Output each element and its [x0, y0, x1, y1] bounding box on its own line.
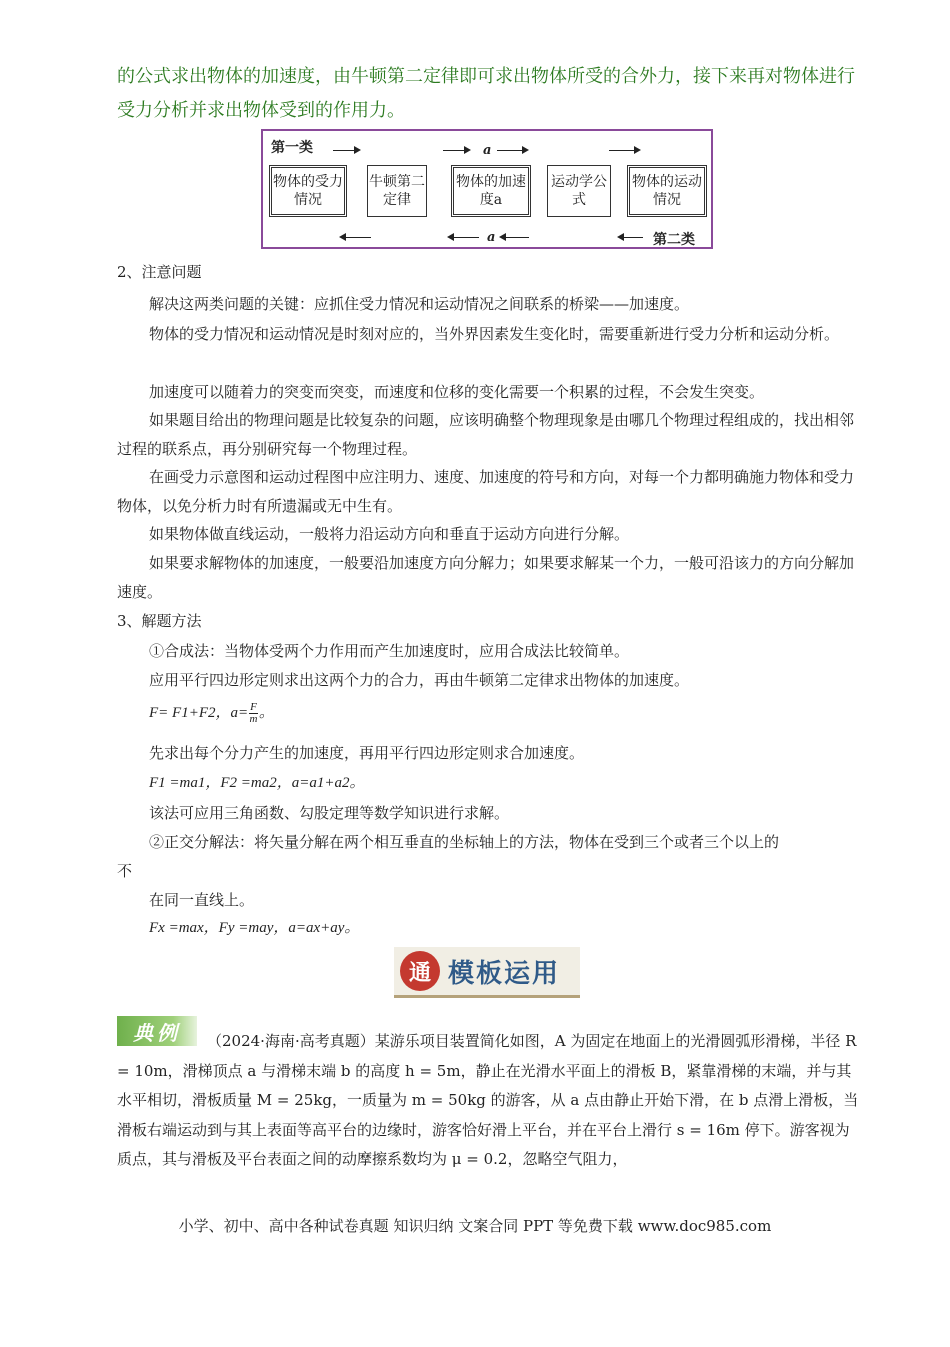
template-usage-banner [394, 947, 580, 998]
arrow-right-1 [333, 150, 359, 151]
a-label-top: a [483, 143, 492, 158]
box-acceleration: 物体的加速度a [451, 165, 531, 217]
diagram-label-first: 第一类 [271, 140, 313, 156]
method-2-wrap: 不 [117, 862, 133, 880]
section-2-para-7: 如果要求解物体的加速度，一般要沿加速度方向分解力；如果要求解某一个力，一般可沿该力的方向分解加速度。 [117, 554, 855, 601]
formula-1 [149, 702, 274, 725]
arrow-right-4 [609, 150, 639, 151]
example-tag: 典例 [117, 1016, 197, 1046]
intro-paragraph: 的公式求出物体的加速度，由牛顿第二定律即可求出物体所受的合外力，接下来再对物体进行受力分析并求出物体受到的作用力。 [117, 66, 855, 121]
method-1-math-line: 该法可应用三角函数、勾股定理等数学知识进行求解。 [149, 804, 510, 822]
arrow-left-3 [501, 237, 529, 238]
fraction-numerator: F [250, 701, 257, 713]
fraction-denominator: m [249, 713, 258, 725]
arrow-left-4 [619, 237, 643, 238]
section-2-para-5: 在画受力示意图和运动过程图中应注明力、速度、加速度的符号和方向，对每一个力都明确施力物体和受力物体，以免分析力时有所遗漏或无中生有。 [117, 468, 855, 515]
section-2-para-3: 加速度可以随着力的突变而突变，而速度和位移的变化需要一个积累的过程，不会发生突变。 [149, 383, 765, 401]
formula-2: F1 =ma1，F2 =ma2，a=a1+a2。 [149, 775, 365, 791]
box-kinematics-formula: 运动学公式 [547, 165, 611, 217]
formula-1-end: 。 [258, 704, 274, 721]
example-problem-text: （2024·海南·高考真题）某游乐项目装置简化如图，A 为固定在地面上的光滑圆弧形滑梯，半径 R = 10m，滑梯顶点 a 与滑梯末端 b 的高度 h = 5m，静止在光滑水平面上的滑板 B，紧靠滑梯的末端，并与其水平相切，滑板质量 M = 25kg，一质量为 m = 50kg 的游客，从 a 点由静止开始下滑，在 b 点滑上滑板，当滑板右端运动到与其上表面等高平台的边缘时，游客恰好滑上平台，并在平台上滑行 s = 16m 停下。游客视为质点，其与滑板及平台表面之间的动摩擦系数均为 μ = 0.2，忽略空气阻力， [117, 1032, 859, 1168]
section-2-heading: 2、注意问题 [117, 263, 202, 281]
page-footer: 小学、初中、高中各种试卷真题 知识归纳 文案合同 PPT 等免费下载 www.doc985.com [178, 1217, 772, 1235]
banner-badge: 通 [400, 951, 440, 991]
formula-3: Fx =max，Fy =may，a=ax+ay。 [149, 920, 360, 936]
method-1-acc-line: 先求出每个分力产生的加速度，再用平行四边形定则求合加速度。 [149, 744, 585, 762]
fraction-f-over-m [249, 702, 258, 725]
method-1-line: ①合成法：当物体受两个力作用而产生加速度时，应用合成法比较简单。 [149, 642, 630, 660]
method-2-line: ②正交分解法：将矢量分解在两个相互垂直的坐标轴上的方法，物体在受到三个或者三个以上的 [149, 833, 780, 851]
section-3-heading: 3、解题方法 [117, 612, 202, 630]
section-2-para-2: 物体的受力情况和运动情况是时刻对应的，当外界因素发生变化时，需要重新进行受力分析和运动分析。 [149, 325, 840, 343]
box-newton-second-law: 牛顿第二定律 [367, 165, 427, 217]
box-force-situation: 物体的受力情况 [269, 165, 347, 217]
method-2-cont: 在同一直线上。 [149, 891, 255, 909]
banner-title: 模板运用 [448, 958, 561, 989]
formula-1-left: F= F1+F2，a= [149, 704, 249, 721]
section-2-para-4: 如果题目给出的物理问题是比较复杂的问题，应该明确整个物理现象是由哪几个物理过程组成的，找出相邻过程的联系点，再分别研究每一个物理过程。 [117, 411, 855, 458]
arrow-left-2 [449, 237, 479, 238]
a-label-bottom: a [487, 230, 496, 245]
box-motion-situation: 物体的运动情况 [627, 165, 707, 217]
method-1-detail: 应用平行四边形定则求出这两个力的合力，再由牛顿第二定律求出物体的加速度。 [149, 671, 690, 689]
arrow-left-1 [341, 237, 371, 238]
section-2-para-6: 如果物体做直线运动，一般将力沿运动方向和垂直于运动方向进行分解。 [149, 525, 630, 543]
diagram-label-second: 第二类 [653, 232, 695, 248]
arrow-right-3 [497, 150, 527, 151]
flow-diagram [261, 129, 713, 249]
section-2-para-1: 解决这两类问题的关键：应抓住受力情况和运动情况之间联系的桥梁——加速度。 [149, 295, 690, 313]
arrow-right-2 [443, 150, 469, 151]
